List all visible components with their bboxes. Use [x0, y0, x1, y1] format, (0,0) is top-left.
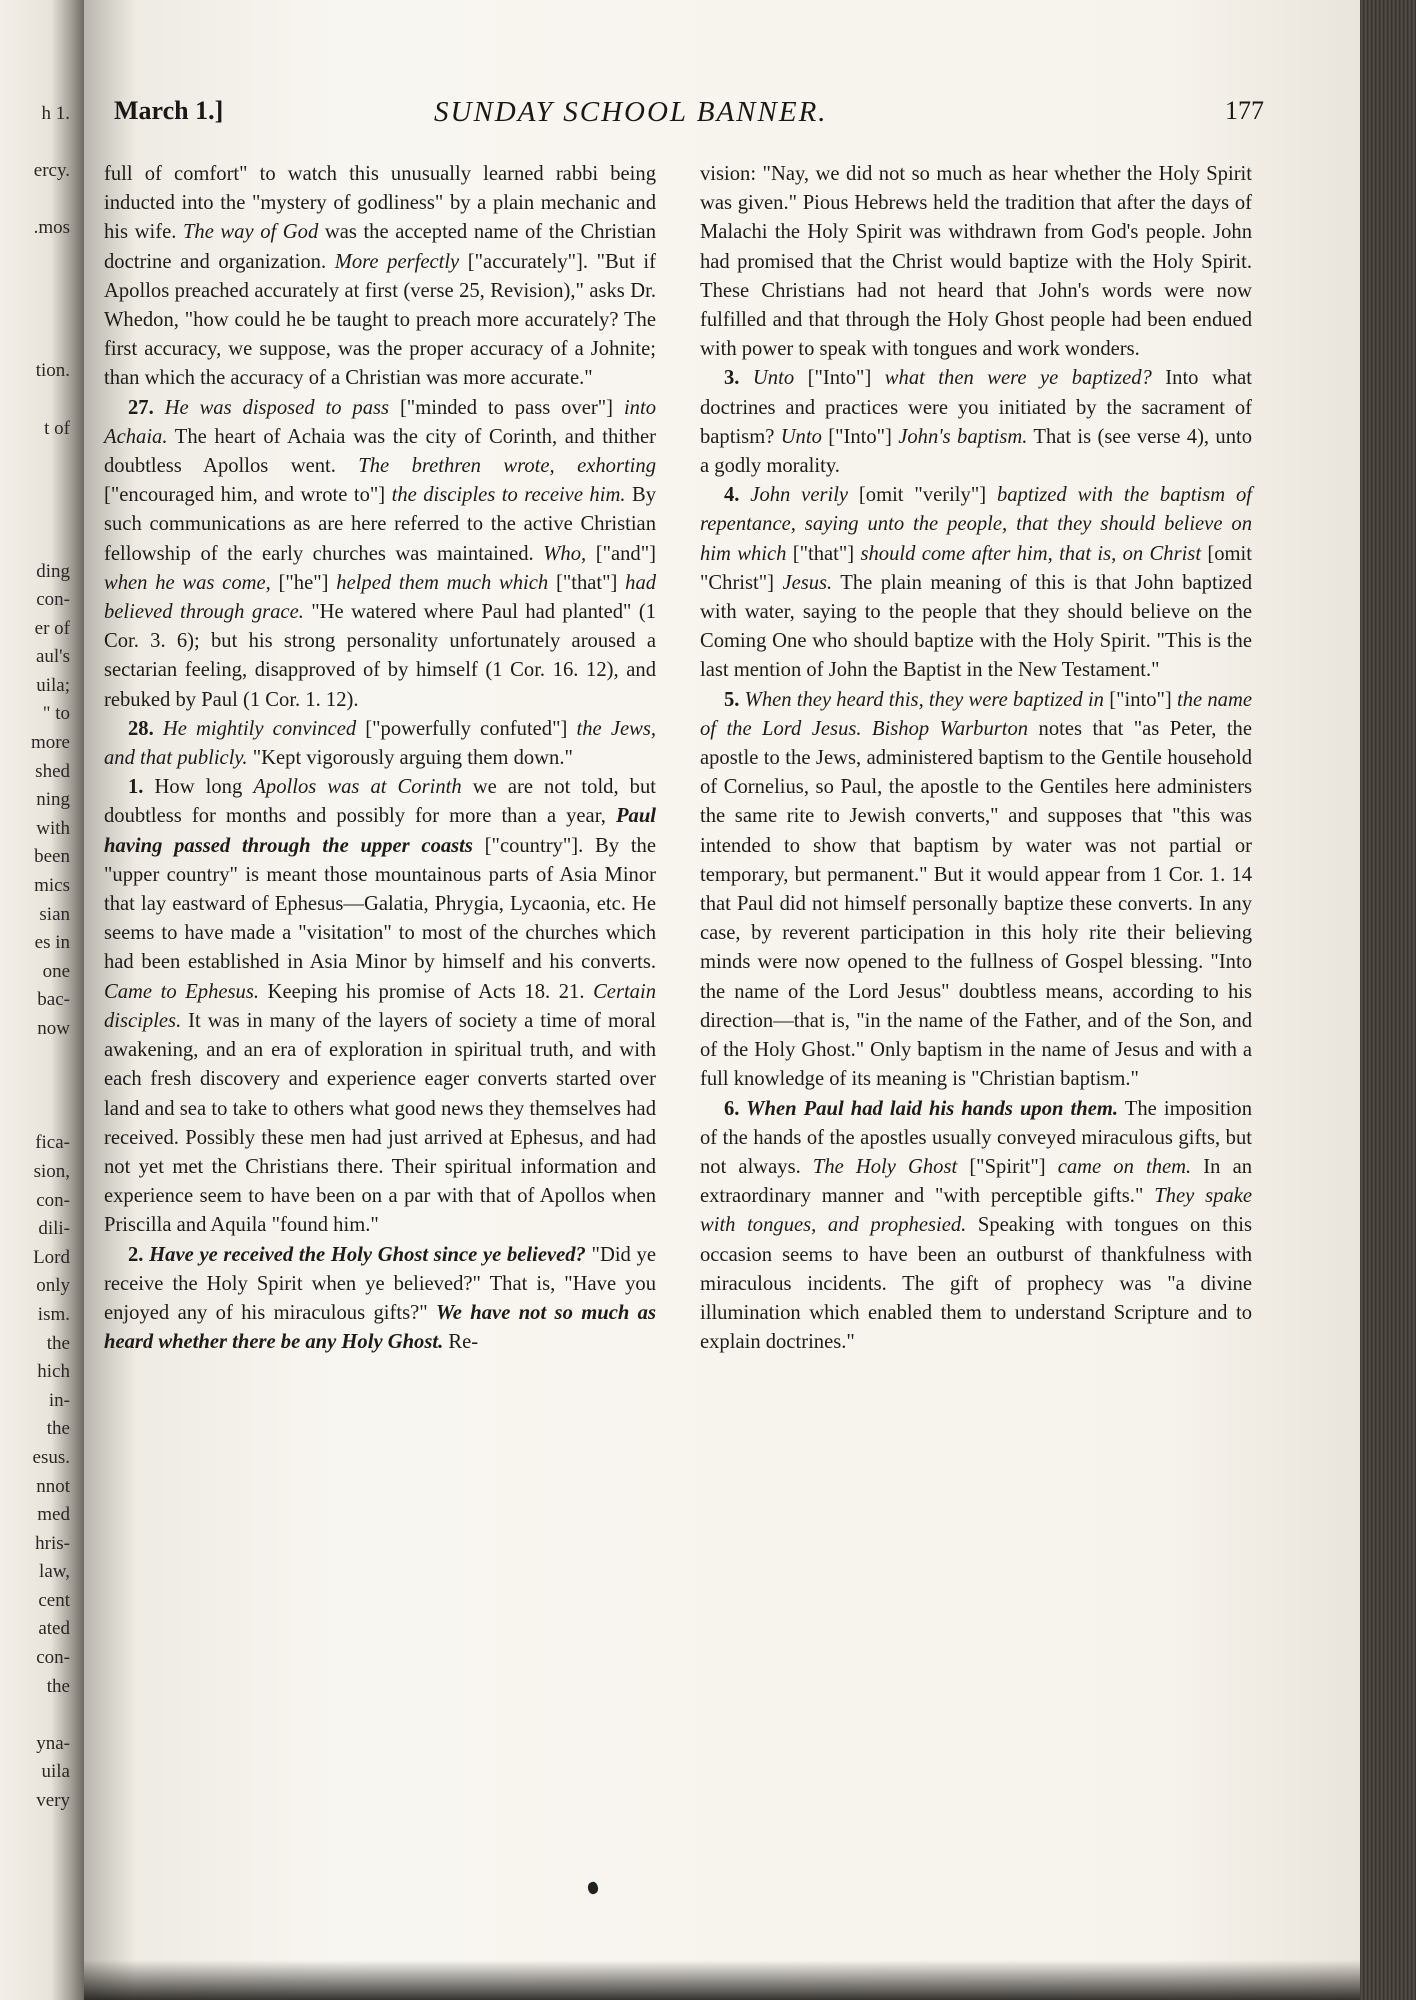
header-title: SUNDAY SCHOOL BANNER.: [434, 96, 828, 128]
text: "Kept vigorously arguing them down.": [247, 747, 573, 770]
paragraph-verse-3: [700, 364, 1252, 481]
text: In an extraordinary manner and "with perceptible gifts.": [700, 1155, 1253, 1208]
text: How long: [143, 776, 254, 799]
verse-number: 2.: [128, 1243, 144, 1266]
text: ["that"]: [548, 571, 626, 594]
paragraph-verse-1: [104, 773, 656, 1240]
text-italic: The Holy Ghost: [812, 1155, 958, 1178]
paragraph-continuation: vision: "Nay, we did not so much as hear whether the Holy Spirit was given." Pious Hebrews held the tradition that after the days of Malachi the Holy Spirit was withdrawn from God's people. John had promised that the Christ would baptize with the Holy Spirit. These Christians had not heard that John's words were now fulfilled and that through the Holy Ghost people had been endued with power to speak with tongues and work wonders.: [700, 163, 1252, 361]
text: ["country"]. By the "upper country" is meant those mountainous parts of Asia Minor that lay eastward of Ephesus—Galatia, Phrygia, Lycaonia, etc. He seems to have made a "visitation" to most of the churches which had been established in Asia Minor by himself and his converts.: [104, 834, 656, 974]
verse-number: 6.: [724, 1097, 740, 1120]
text: full of comfort" to watch this unusually learned rabbi being inducted into the "mystery of godliness" by a plain mechanic and his wife.: [104, 163, 656, 244]
right-column: [700, 160, 1252, 1357]
text: The plain meaning of this is that John baptized with water, saying to the people that they should believe on the Coming One who should baptize with the Holy Spirit. "This is the last mention of John the Baptist in the New Testament.": [700, 571, 1252, 682]
text: That is (see verse 4), unto a godly morality.: [700, 425, 1253, 478]
paragraph-verse-27: [104, 394, 656, 715]
header-date: March 1.]: [114, 96, 224, 125]
text-italic: When Paul had laid his hands upon them.: [739, 1097, 1119, 1120]
text-italic: The way of God: [182, 221, 319, 244]
page-number: 177: [1225, 96, 1264, 125]
text: we are not told, but doubtless for months and possibly for more than a year,: [104, 776, 656, 828]
text: ["Into"]: [821, 425, 899, 448]
text-italic: baptized with the baptism of repentance, saying unto the people, that they should believe on him which: [700, 484, 1252, 565]
text-italic: the name of the Lord Jesus. Bishop Warburton: [700, 688, 1252, 740]
text: notes that "as Peter, the apostle to the Jews, administered baptism to the Gentile household of Cornelius, so Paul, the apostle to the Gentiles here administers the same rite to Jewish converts," and supposes that "this was intended to show that baptism by water was not partial or temporary, but permanent." But it would appear from 1 Cor. 1. 14 that Paul did not himself personally baptize these converts. In any case, by reverent participation in this holy rite their believing minds were now opened to the fullness of Gospel blessing. "Into the name of the Lord Jesus" doubtless means, according to his direction—that is, "in the name of the Father, and of the Son, and of the Holy Ghost." Only baptism in the name of Jesus and with a full knowledge of its meaning is "Christian baptism.": [700, 717, 1252, 1091]
text-italic: had believed through grace.: [104, 571, 657, 624]
text-italic: into Achaia.: [104, 396, 656, 448]
verse-number: 27.: [128, 396, 154, 419]
text: "He watered where Paul had planted" (1 Cor. 3. 6); but his strong personality unfortunately aroused a sectarian feeling, disapproved of by himself (1 Cor. 16. 12), and rebuked by Paul (1 Cor. 1. 12).: [104, 601, 656, 711]
text-italic: Unto: [739, 367, 795, 390]
text: ["Into"]: [794, 367, 885, 390]
verse-number: 4.: [724, 484, 740, 507]
paragraph-verse-2: [104, 1241, 656, 1358]
running-header: [114, 96, 1264, 136]
text: Into what doctrines and practices were you initiated by the sacrament of baptism?: [700, 367, 1252, 448]
text-italic: Apollos was at Corinth: [253, 776, 462, 799]
left-column: [104, 160, 656, 1357]
text: The heart of Achaia was the city of Corinth, and thither doubtless Apollos went.: [104, 425, 656, 478]
text: ["that"]: [786, 542, 861, 565]
text: ["Spirit"]: [957, 1155, 1058, 1178]
text-italic: came on them.: [1057, 1155, 1192, 1178]
text-italic: Who,: [543, 542, 587, 565]
text-italic: the disciples to receive him.: [391, 484, 626, 507]
text: ["into"]: [1103, 688, 1177, 711]
text-italic: John verily: [739, 484, 849, 507]
text: Re-: [443, 1331, 479, 1354]
text-italic: what then were ye baptized?: [884, 367, 1152, 390]
page-bottom-shadow: [84, 1960, 1360, 2000]
paragraph-verse-6: [700, 1095, 1252, 1358]
verse-number: 3.: [724, 367, 740, 390]
previous-page-margin: [0, 0, 92, 2000]
text: ["accurately"]. "But if Apollos preached accurately at first (verse 25, Revision)," asks Dr. Whedon, "how could he be taught to preach more accurately? The first accuracy, we suppose, was the proper accuracy of a Johnite; than which the accuracy of a Christian was more accurate.": [104, 250, 656, 390]
text-italic: We have not so much as heard whether there be any Holy Ghost.: [104, 1301, 656, 1354]
text-italic: They spake with tongues, and prophesied.: [700, 1185, 1252, 1237]
text-italic: Paul having passed through the upper coasts: [104, 805, 656, 857]
text-italic: Jesus.: [782, 571, 833, 594]
text: ["minded to pass over"]: [389, 396, 624, 419]
text: It was in many of the layers of society a time of moral awakening, and an era of exploration in spiritual truth, and with each fresh discovery and experience eager converts started over land and sea to take to others what good news they themselves had received. Possibly these men had just arrived at Ephesus, and had not yet met the Christians there. Their spiritual information and experience seem to have been on a par with that of Apollos when Priscilla and Aquila "found him.": [104, 1009, 656, 1237]
text-italic: when he was come,: [104, 571, 271, 594]
text-italic: More perfectly: [334, 250, 460, 273]
text: ["encouraged him, and wrote to"]: [104, 484, 392, 507]
paragraph-verse-28: [104, 715, 656, 773]
text: ["he"]: [270, 571, 337, 594]
paragraph-verse-4: [700, 481, 1252, 685]
text-italic: Have ye received the Holy Ghost since ye believed?: [143, 1243, 586, 1266]
text-italic: helped them much which: [336, 571, 549, 594]
text-italic: Unto: [780, 425, 822, 448]
previous-page-text-fragments: h 1. ercy. .mos tion. t of ding con- er of aul's uila; " to more shed ning with been mics sian es in one bac- now fica- sion, con- dili- Lord only ism. the hich in- the esus. nnot med hris- law, cent ated con- the yna- uila very: [30, 103, 70, 1812]
text-italic: He was disposed to pass: [153, 396, 390, 419]
text-italic: Certain disciples.: [104, 980, 656, 1032]
text: Speaking with tongues on this occasion seems to have been an outburst of thankfulness with miraculous incidents. The gift of prophecy was "a divine illumination which enabled them to understand Scripture and to explain doctrines.": [700, 1214, 1252, 1354]
page-edges: [1360, 0, 1416, 2000]
paragraph-verse-5: [700, 686, 1252, 1095]
text-italic: The brethren wrote, exhorting: [358, 455, 656, 478]
text-italic: John's baptism.: [898, 425, 1028, 448]
text-italic: When they heard this, they were baptized in: [739, 688, 1104, 711]
text-italic: He mightily convinced: [153, 717, 357, 740]
text: Keeping his promise of Acts 18. 21.: [259, 980, 594, 1003]
text: [omit "Christ"]: [700, 542, 1253, 594]
text-italic: the Jews, and that publicly.: [104, 717, 656, 770]
paragraph-continuation: [104, 160, 656, 394]
verse-number: 28.: [128, 717, 154, 740]
text-italic: should come after him, that is, on Christ: [860, 542, 1202, 565]
text: ["and"]: [586, 542, 656, 565]
text: ["powerfully confuted"]: [356, 717, 577, 740]
verse-number: 1.: [128, 776, 144, 799]
text: [omit "verily"]: [848, 484, 997, 507]
text: "Did ye receive the Holy Spirit when ye believed?" That is, "Have you enjoyed any of his miraculous gifts?": [104, 1243, 656, 1324]
text-italic: Came to Ephesus.: [104, 980, 260, 1003]
verse-number: 5.: [724, 688, 740, 711]
text: The imposition of the hands of the apostles usually conveyed miraculous gifts, but not always.: [700, 1097, 1252, 1178]
text: By such communications as are here referred to the active Christian fellowship of the early churches was maintained.: [104, 484, 656, 565]
text: was the accepted name of the Christian doctrine and organization.: [104, 221, 656, 273]
